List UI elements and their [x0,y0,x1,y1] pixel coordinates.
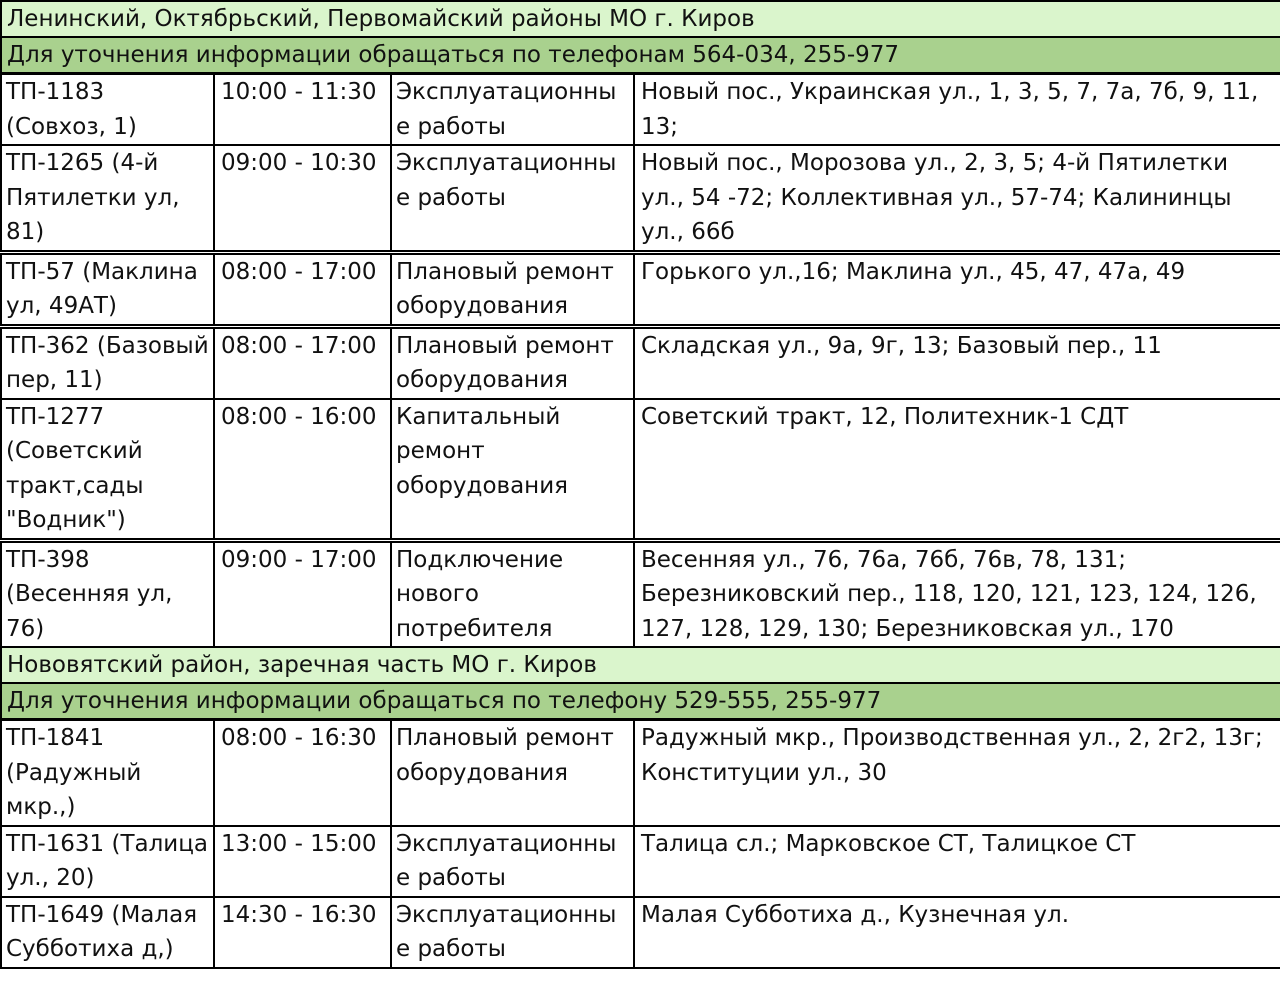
contact-row [1,683,1280,720]
substation-cell: ТП-1841 (Радужный мкр.,) [1,720,214,826]
table-row [1,326,1280,399]
substation-cell: ТП-1277 (Советский тракт,сады "Водник") [1,399,214,541]
time-cell: 13:00 - 15:00 [214,826,391,897]
address-cell: Радужный мкр., Производственная ул., 2, 2г2, 13г; Конституции ул., 30 [634,720,1280,826]
table-row [1,145,1280,252]
work-type-cell: Эксплуатационные работы [391,897,634,968]
table-row [1,399,1280,541]
table-row [1,720,1280,826]
substation-cell: ТП-1183 (Совхоз, 1) [1,74,214,146]
section-title: Нововятский район, заречная часть МО г. Киров [1,647,1280,683]
address-cell: Новый пос., Морозова ул., 2, 3, 5; 4-й Пятилетки ул., 54 -72; Коллективная ул., 57-74; Калининцы ул., 66б [634,145,1280,252]
substation-cell: ТП-1649 (Малая Субботиха д,) [1,897,214,968]
address-cell: Малая Субботиха д., Кузнечная ул. [634,897,1280,968]
contact-info: Для уточнения информации обращаться по телефонам 564-034, 255-977 [1,37,1280,74]
address-cell: Горького ул.,16; Маклина ул., 45, 47, 47а, 49 [634,252,1280,326]
work-type-cell: Эксплуатационные работы [391,145,634,252]
work-type-cell: Эксплуатационные работы [391,74,634,146]
work-type-cell: Плановый ремонт оборудования [391,326,634,399]
substation-cell: ТП-57 (Маклина ул, 49АТ) [1,252,214,326]
address-cell: Талица сл.; Марковское СТ, Талицкое СТ [634,826,1280,897]
address-cell: Новый пос., Украинская ул., 1, 3, 5, 7, 7а, 7б, 9, 11, 13; [634,74,1280,146]
work-type-cell: Капитальный ремонт оборудования [391,399,634,541]
address-cell: Советский тракт, 12, Политехник-1 СДТ [634,399,1280,541]
table-row [1,897,1280,968]
time-cell: 10:00 - 11:30 [214,74,391,146]
time-cell: 08:00 - 16:30 [214,720,391,826]
table-row [1,540,1280,647]
address-cell: Весенняя ул., 76, 76а, 76б, 76в, 78, 131; Березниковский пер., 118, 120, 121, 123, 124, 126, 127, 128, 129, 130; Березниковская ул., 170 [634,540,1280,647]
section-title: Ленинский, Октябрьский, Первомайский районы МО г. Киров [1,1,1280,37]
time-cell: 09:00 - 10:30 [214,145,391,252]
table-row [1,74,1280,146]
section-header [1,1,1280,37]
contact-row [1,37,1280,74]
work-type-cell: Эксплуатационные работы [391,826,634,897]
substation-cell: ТП-1631 (Талица ул., 20) [1,826,214,897]
address-cell: Складская ул., 9а, 9г, 13; Базовый пер., 11 [634,326,1280,399]
contact-info: Для уточнения информации обращаться по телефону 529-555, 255-977 [1,683,1280,720]
time-cell: 09:00 - 17:00 [214,540,391,647]
substation-cell: ТП-1265 (4-й Пятилетки ул, 81) [1,145,214,252]
section-header [1,647,1280,683]
work-type-cell: Плановый ремонт оборудования [391,720,634,826]
time-cell: 08:00 - 16:00 [214,399,391,541]
table-row [1,252,1280,326]
substation-cell: ТП-362 (Базовый пер, 11) [1,326,214,399]
time-cell: 08:00 - 17:00 [214,252,391,326]
work-type-cell: Плановый ремонт оборудования [391,252,634,326]
substation-cell: ТП-398 (Весенняя ул, 76) [1,540,214,647]
work-type-cell: Подключение нового потребителя [391,540,634,647]
time-cell: 08:00 - 17:00 [214,326,391,399]
table-row [1,826,1280,897]
time-cell: 14:30 - 16:30 [214,897,391,968]
